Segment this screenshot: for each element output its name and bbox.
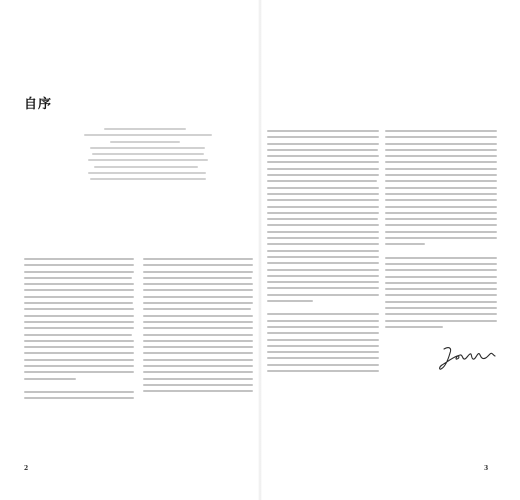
- text-line: [385, 263, 497, 265]
- text-line: [385, 187, 497, 189]
- text-line: [267, 332, 379, 334]
- text-line: [267, 218, 378, 220]
- text-line: [143, 296, 253, 298]
- text-line: [24, 289, 134, 291]
- text-line: [385, 180, 497, 182]
- text-line: [267, 243, 379, 245]
- text-line: [267, 161, 379, 163]
- text-line: [143, 321, 253, 323]
- stanza-line: [84, 134, 212, 136]
- text-line: [385, 136, 497, 138]
- text-line: [267, 269, 379, 271]
- text-line: [385, 269, 497, 271]
- text-line: [267, 262, 379, 264]
- stanza-line: [90, 178, 206, 180]
- text-line: [267, 326, 379, 328]
- text-line: [385, 257, 497, 259]
- text-line: [267, 364, 379, 366]
- right-page-column-2: [385, 130, 497, 332]
- text-line: [267, 231, 379, 233]
- text-line: [267, 345, 379, 347]
- text-line: [385, 320, 497, 322]
- text-line: [385, 155, 497, 157]
- text-line: [24, 346, 134, 348]
- text-line: [385, 313, 497, 315]
- text-line: [267, 351, 379, 353]
- text-line: [267, 281, 379, 283]
- text-line: [143, 283, 253, 285]
- text-line: [385, 301, 497, 303]
- text-line: [24, 352, 134, 354]
- text-line: [385, 326, 443, 328]
- text-line: [267, 250, 379, 252]
- text-line: [24, 264, 134, 266]
- text-line: [385, 168, 497, 170]
- text-line: [267, 174, 379, 176]
- text-line: [24, 321, 134, 323]
- text-line: [385, 218, 497, 220]
- text-line: [24, 315, 134, 317]
- text-line: [24, 365, 134, 367]
- right-page-column-1: [267, 130, 379, 376]
- text-line: [143, 271, 253, 273]
- text-line: [385, 130, 497, 132]
- text-line: [267, 320, 379, 322]
- text-line: [267, 287, 379, 289]
- left-page-column-2: [143, 258, 253, 397]
- text-line: [385, 206, 497, 208]
- text-line: [267, 256, 379, 258]
- stanza-line: [90, 147, 205, 149]
- text-line: [385, 174, 497, 176]
- dedication-stanza: [84, 128, 214, 185]
- text-line: [267, 206, 379, 208]
- text-line: [24, 378, 76, 380]
- text-line: [24, 302, 133, 304]
- text-line: [385, 276, 497, 278]
- text-line: [267, 136, 379, 138]
- text-line: [267, 212, 379, 214]
- text-line: [385, 193, 497, 195]
- text-line: [267, 199, 379, 201]
- text-line: [24, 258, 134, 260]
- text-line: [24, 296, 134, 298]
- text-line: [267, 357, 379, 359]
- text-line: [267, 313, 379, 315]
- text-line: [267, 300, 313, 302]
- text-line: [143, 340, 253, 342]
- text-line: [24, 308, 134, 310]
- text-line: [267, 370, 379, 372]
- stanza-line: [88, 172, 206, 174]
- preface-heading: 自序: [24, 97, 53, 112]
- left-page-column-1: [24, 258, 134, 404]
- text-line: [143, 346, 253, 348]
- text-line: [267, 193, 379, 195]
- text-line: [385, 288, 497, 290]
- stanza-line: [92, 153, 204, 155]
- text-line: [24, 359, 134, 361]
- text-line: [24, 340, 134, 342]
- text-line: [385, 294, 497, 296]
- stanza-line: [110, 141, 180, 143]
- page-number-left: 2: [24, 465, 29, 472]
- text-line: [143, 264, 253, 266]
- text-line: [385, 199, 497, 201]
- stanza-line: [94, 166, 198, 168]
- text-line: [267, 143, 379, 145]
- text-line: [143, 359, 253, 361]
- text-line: [143, 334, 253, 336]
- text-line: [143, 352, 253, 354]
- text-line: [143, 390, 253, 392]
- author-signature: [438, 343, 498, 373]
- text-line: [143, 308, 251, 310]
- stanza-line: [88, 159, 208, 161]
- text-line: [143, 365, 253, 367]
- text-line: [385, 282, 497, 284]
- text-line: [143, 315, 253, 317]
- text-line: [385, 307, 497, 309]
- text-line: [143, 302, 253, 304]
- text-line: [143, 378, 253, 380]
- text-line: [385, 149, 497, 151]
- text-line: [267, 339, 379, 341]
- text-line: [385, 243, 425, 245]
- text-line: [143, 384, 253, 386]
- text-line: [267, 237, 379, 239]
- text-line: [143, 277, 252, 279]
- text-line: [267, 275, 379, 277]
- text-line: [24, 334, 132, 336]
- page-number-right: 3: [484, 465, 489, 472]
- text-line: [385, 161, 497, 163]
- text-line: [385, 143, 497, 145]
- text-line: [267, 180, 377, 182]
- text-line: [267, 130, 379, 132]
- text-line: [24, 391, 134, 393]
- text-line: [267, 294, 379, 296]
- text-line: [267, 168, 379, 170]
- stanza-line: [104, 128, 186, 130]
- text-line: [385, 212, 497, 214]
- text-line: [24, 271, 134, 273]
- text-line: [385, 224, 497, 226]
- text-line: [143, 289, 253, 291]
- text-line: [267, 187, 379, 189]
- page-gutter: [258, 0, 262, 500]
- text-line: [267, 224, 379, 226]
- text-line: [24, 397, 134, 399]
- text-line: [24, 327, 134, 329]
- text-line: [267, 155, 379, 157]
- text-line: [24, 371, 134, 373]
- text-line: [24, 277, 132, 279]
- text-line: [385, 231, 497, 233]
- text-line: [143, 258, 253, 260]
- text-line: [143, 371, 253, 373]
- text-line: [385, 237, 497, 239]
- text-line: [24, 283, 134, 285]
- text-line: [267, 149, 378, 151]
- text-line: [143, 327, 253, 329]
